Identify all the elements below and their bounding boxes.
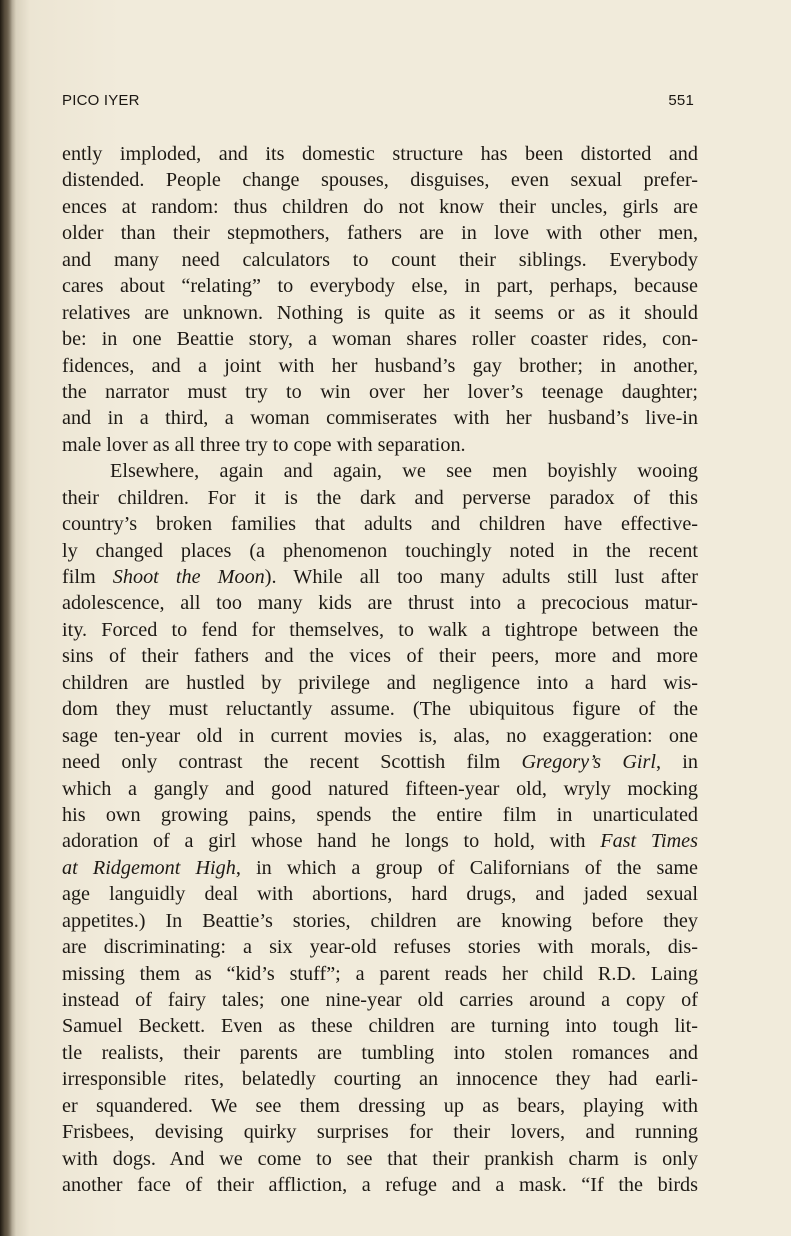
book-spine-shadow [0, 0, 12, 1236]
running-head-author: PICO IYER [62, 92, 140, 109]
text-line: are discriminating: a six year-old refuses stories with morals, dis- [62, 936, 698, 959]
text-line: his own growing pains, spends the entire film in unarticulated [62, 803, 698, 826]
text-line-with-title [62, 828, 698, 854]
line-prefix: film [62, 566, 113, 588]
text-line: and in a third, a woman commiserates with her husband’s live-in [62, 407, 698, 430]
line-prefix: adoration of a girl whose hand he longs to hold, with [62, 830, 601, 853]
text-line: ly changed places (a phenomenon touchingly noted in the recent [62, 539, 698, 562]
line-prefix: need only contrast the recent Scottish film [62, 751, 522, 774]
text-line: Samuel Beckett. Even as these children are turning into tough lit- [62, 1015, 698, 1038]
text-line: the narrator must try to win over her lover’s teenage daughter; [62, 380, 698, 403]
text-line: ently imploded, and its domestic structure has been distorted and [62, 143, 698, 165]
text-line: ences at random: thus children do not know their uncles, girls are [62, 195, 698, 218]
page-number: 551 [668, 92, 694, 109]
text-line: missing them as “kid’s stuff”; a parent reads her child R.D. Laing [62, 962, 698, 985]
text-line: another face of their affliction, a refuge and a mask. “If the birds [62, 1174, 698, 1197]
paragraph-first-line: Elsewhere, again and again, we see men boyishly wooing [110, 460, 698, 483]
text-line: adolescence, all too many kids are thrust into a precocious matur- [62, 592, 698, 615]
film-title-shoot-the-moon: Shoot the Moon [112, 566, 265, 588]
text-line: fidences, and a joint with her husband’s gay brother; in another, [62, 354, 698, 377]
text-line: ity. Forced to fend for themselves, to walk a tightrope between the [62, 618, 698, 641]
text-line-with-title [62, 564, 698, 590]
line-suffix: ). While all too many adults still lust after [264, 566, 698, 588]
running-head [62, 92, 694, 116]
text-line: irresponsible rites, belatedly courting an innocence they had earli- [62, 1068, 698, 1091]
text-line: sins of their fathers and the vices of their peers, more and more [62, 645, 698, 668]
text-line: be: in one Beattie story, a woman shares roller coaster rides, con- [62, 328, 698, 351]
text-line: their children. For it is the dark and perverse paradox of this [62, 486, 698, 509]
film-title-fast-times: Fast Times [600, 830, 698, 853]
text-line: Frisbees, devising quirky surprises for their lovers, and running [62, 1121, 698, 1144]
film-title-ridgemont-high: at Ridgemont High [62, 856, 236, 879]
text-line: distended. People change spouses, disguises, even sexual prefer- [62, 169, 698, 192]
film-title-gregorys-girl: Gregory’s Girl [521, 751, 656, 774]
text-line: sage ten-year old in current movies is, alas, no exaggeration: one [62, 724, 698, 747]
text-line: appetites.) In Beattie’s stories, children are knowing before they [62, 909, 698, 932]
text-line: children are hustled by privilege and negligence into a hard wis- [62, 671, 698, 694]
body-text [62, 141, 698, 1199]
text-line: instead of fairy tales; one nine-year old carries around a copy of [62, 989, 698, 1011]
text-line: dom they must reluctantly assume. (The ubiquitous figure of the [62, 698, 698, 721]
text-line: country’s broken families that adults and children have effective- [62, 513, 698, 536]
text-line: age languidly deal with abortions, hard drugs, and jaded sexual [62, 883, 698, 906]
line-suffix: , in which a group of Californians of the same [235, 856, 698, 879]
text-line: cares about “relating” to everybody else, in part, perhaps, because [62, 275, 698, 298]
text-line-with-title [62, 855, 698, 881]
text-line: tle realists, their parents are tumbling into stolen romances and [62, 1041, 698, 1064]
text-line: er squandered. We see them dressing up as bears, playing with [62, 1094, 698, 1117]
text-line-with-title [62, 749, 698, 775]
text-line: and many need calculators to count their siblings. Everybody [62, 248, 698, 271]
text-line: with dogs. And we come to see that their prankish charm is only [62, 1147, 698, 1170]
text-line: relatives are unknown. Nothing is quite as it seems or as it should [62, 301, 698, 324]
text-line: older than their stepmothers, fathers are in love with other men, [62, 222, 698, 245]
paragraph-last-line: male lover as all three try to cope with separation. [62, 433, 466, 456]
text-line: which a gangly and good natured fifteen-year old, wryly mocking [62, 777, 698, 800]
line-suffix: , in [655, 751, 698, 774]
